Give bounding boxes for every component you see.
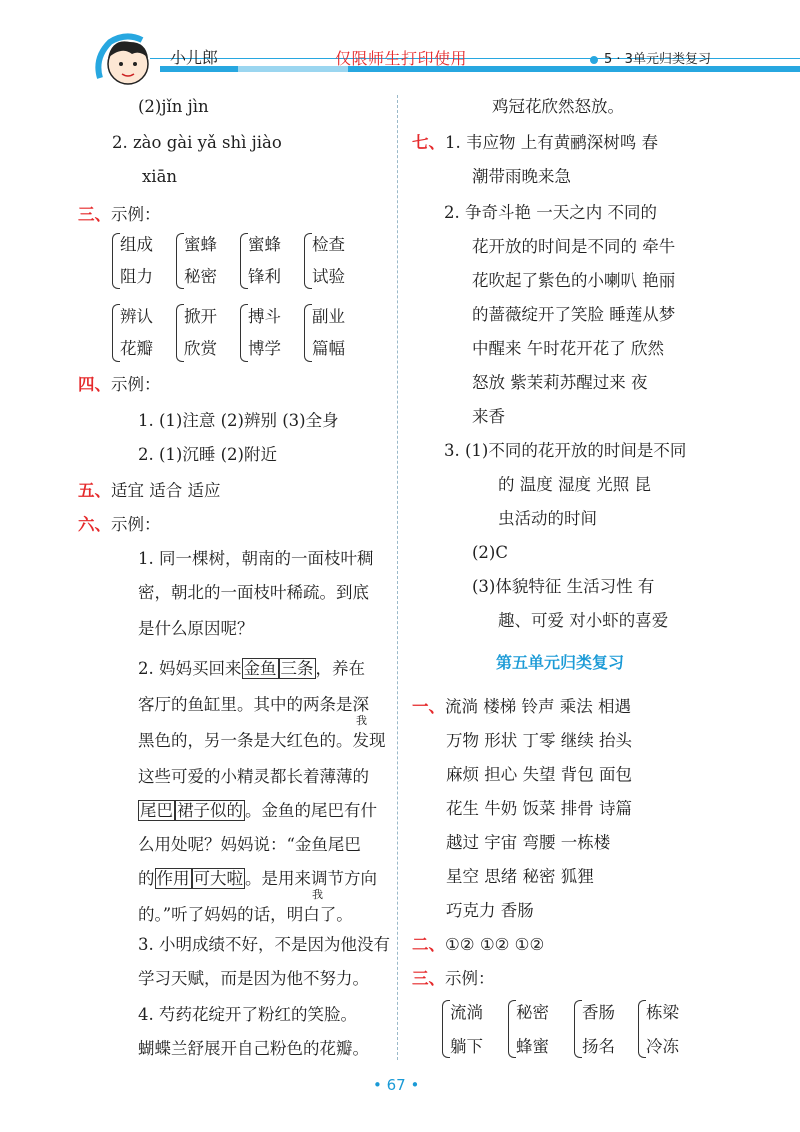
answer-line: 的蔷薇绽开了笑脸 睡莲从梦 — [472, 305, 676, 324]
brace-icon — [574, 1000, 582, 1058]
word-cell: 流淌 — [450, 1003, 483, 1022]
answer-line: 虫活动的时间 — [498, 509, 597, 528]
text-run: 2. 妈妈买回来 — [138, 659, 242, 678]
brace-icon — [240, 304, 248, 362]
word-cell: 秘密 — [516, 1003, 549, 1022]
boxed-word: 金鱼 — [243, 659, 277, 678]
boxed-word: 裙子似的 — [177, 801, 243, 820]
page-header — [0, 0, 800, 95]
word-list-line: 越过 宇宙 弯腰 一栋楼 — [446, 833, 611, 852]
text-run: 1. 韦应物 上有黄鹂深树鸣 春 — [445, 133, 658, 152]
word-cell: 秘密 — [184, 267, 217, 286]
print-notice: 仅限师生打印使用 — [335, 49, 468, 68]
answer-line: 1. 同一棵树，朝南的一面枝叶稠 — [138, 549, 374, 568]
word-cell: 搏斗 — [248, 307, 281, 326]
section-marker: 四、 — [78, 375, 111, 394]
answer-line: (3)体貌特征 生活习性 有 — [472, 577, 655, 596]
word-cell: 试验 — [312, 267, 345, 286]
word-cell: 欣赏 — [184, 339, 217, 358]
answer-line: 花吹起了紫色的小喇叭 艳丽 — [472, 271, 676, 290]
text-run: 发现 — [352, 731, 386, 750]
answer-line: 这些可爱的小精灵都长着薄薄的 — [138, 767, 369, 786]
word-cell: 篇幅 — [312, 339, 345, 358]
section-three-heading — [412, 968, 495, 990]
answer-line: 潮带雨晚来急 — [472, 167, 571, 186]
word-cell: 辨认 — [120, 307, 153, 326]
answer-line: 1. (1)注意 (2)辨别 (3)全身 — [138, 411, 339, 430]
section-marker: 三、 — [412, 969, 445, 988]
word-cell: 组成 — [120, 235, 153, 254]
dot-icon — [590, 56, 598, 64]
insert-mark: 我 — [356, 714, 367, 727]
section-five-heading — [78, 480, 221, 502]
section-marker: 六、 — [78, 515, 111, 534]
page-number: • 67 • — [373, 1076, 420, 1094]
brace-icon — [638, 1000, 646, 1058]
answer-line: 学习天赋，而是因为他不努力。 — [138, 969, 369, 988]
insert-mark: 我 — [312, 888, 323, 901]
answer-line: 来香 — [472, 407, 505, 426]
section-title: 示例： — [111, 375, 161, 394]
word-cell: 阻力 — [120, 267, 153, 286]
answer-line — [138, 904, 353, 926]
word-cell: 冷冻 — [646, 1037, 679, 1056]
answer-line — [138, 834, 361, 856]
answer-line: 密，朝北的一面枝叶稀疏。到底 — [138, 583, 369, 602]
brace-icon — [112, 233, 120, 289]
section-marker: 七、 — [412, 133, 445, 152]
section-answer: 适宜 适合 适应 — [111, 481, 221, 500]
text-run: 的 — [138, 869, 155, 888]
section-marker: 二、 — [412, 935, 445, 954]
answer-line: 趣、可爱 对小虾的喜爱 — [498, 611, 669, 630]
unit-label — [590, 48, 711, 67]
text-run: 的。”听了妈妈的话， — [138, 905, 287, 924]
section-title: 示例： — [445, 969, 495, 988]
section-title: 示例： — [111, 205, 161, 224]
text-run: ①② ①② ①② — [445, 935, 545, 954]
unit-label-text: 5 · 3单元归类复习 — [604, 52, 711, 67]
text-run: 明白了。 — [286, 905, 353, 924]
word-cell: 躺下 — [450, 1037, 483, 1056]
section-two-line — [412, 934, 544, 956]
section-marker: 三、 — [78, 205, 111, 224]
boxed-word: 尾巴 — [140, 801, 173, 820]
answer-line: 中醒来 午时花开花了 欣然 — [472, 339, 664, 358]
brace-icon — [176, 233, 184, 289]
text-run: 。是用来调节方向 — [245, 869, 377, 888]
answer-line: 客厅的鱼缸里。其中的两条是深 — [138, 695, 369, 714]
text-run: 。金鱼的尾巴有什 — [245, 801, 377, 820]
answer-line: 2. 争奇斗艳 一天之内 不同的 — [444, 203, 657, 222]
answer-line — [138, 730, 386, 752]
text-run: 流淌 楼梯 铃声 乘法 相遇 — [445, 697, 631, 716]
section-marker: 一、 — [412, 697, 445, 716]
unit-five-heading: 第五单元归类复习 — [496, 653, 625, 672]
answer-line: 怒放 紫茉莉苏醒过来 夜 — [472, 373, 648, 392]
answer-line: 蝴蝶兰舒展开自己粉色的花瓣。 — [138, 1039, 369, 1058]
word-cell: 检查 — [312, 235, 345, 254]
word-cell: 副业 — [312, 307, 345, 326]
answer-line: 鸡冠花欣然怒放。 — [492, 97, 624, 116]
text-run: 么用处呢？ — [138, 835, 221, 854]
section-marker: 五、 — [78, 481, 111, 500]
word-cell: 蜜蜂 — [248, 235, 281, 254]
section-six-heading — [78, 514, 161, 536]
answer-line — [138, 800, 377, 822]
section-three-heading — [78, 204, 161, 226]
boxed-word: 可大啦 — [193, 869, 243, 888]
word-cell: 花瓣 — [120, 339, 153, 358]
word-list-line: 花生 牛奶 饭菜 排骨 诗篇 — [446, 799, 632, 818]
word-cell: 掀开 — [184, 307, 217, 326]
answer-line — [138, 658, 365, 680]
answer-line: 3. 小明成绩不好，不是因为他没有 — [138, 935, 390, 954]
text-run: 黑色的，另一条是大红色的。 — [138, 731, 353, 750]
answer-line — [138, 868, 377, 890]
word-list-line: 万物 形状 丁零 继续 抬头 — [446, 731, 632, 750]
text-run: 妈妈说：“金鱼尾巴 — [220, 835, 361, 854]
text-run: ，养在 — [315, 659, 365, 678]
column-divider — [397, 95, 398, 1060]
boxed-word: 作用 — [156, 869, 190, 888]
brace-icon — [176, 304, 184, 362]
section-title: 示例： — [111, 515, 161, 534]
word-list-line: 麻烦 担心 失望 背包 面包 — [446, 765, 632, 784]
word-cell: 栋梁 — [646, 1003, 679, 1022]
brace-icon — [508, 1000, 516, 1058]
answer-line: 4. 芍药花绽开了粉红的笑脸。 — [138, 1005, 357, 1024]
brand-name: 小儿郎 — [170, 48, 219, 67]
answer-line: (2)jǐn jìn — [138, 97, 209, 116]
word-cell: 锋利 — [248, 267, 281, 286]
answer-line: 2. (1)沉睡 (2)附近 — [138, 445, 277, 464]
boxed-word: 三条 — [280, 659, 314, 678]
word-cell: 博学 — [248, 339, 281, 358]
brace-icon — [442, 1000, 450, 1058]
word-cell: 扬名 — [582, 1037, 615, 1056]
mascot-icon — [92, 28, 162, 90]
word-cell: 蜂蜜 — [516, 1037, 549, 1056]
answer-line: 花开放的时间是不同的 牵牛 — [472, 237, 676, 256]
word-list-line: 星空 思绪 秘密 狐狸 — [446, 867, 594, 886]
word-list-line — [412, 696, 631, 718]
word-list-line: 巧克力 香肠 — [446, 901, 534, 920]
answer-line: (2)C — [472, 543, 508, 562]
brace-icon — [240, 233, 248, 289]
brace-icon — [304, 304, 312, 362]
brace-icon — [304, 233, 312, 289]
answer-line: 是什么原因呢？ — [138, 619, 254, 638]
word-cell: 香肠 — [582, 1003, 615, 1022]
brace-icon — [112, 304, 120, 362]
answer-line: 的 温度 湿度 光照 昆 — [498, 475, 651, 494]
word-cell: 蜜蜂 — [184, 235, 217, 254]
answer-line: 2. zào gài yǎ shì jiào — [112, 133, 282, 152]
answer-line: xiān — [142, 167, 178, 186]
section-seven-line — [412, 132, 658, 154]
answer-line: 3. (1)不同的花开放的时间是不同 — [444, 441, 687, 460]
section-four-heading — [78, 374, 161, 396]
